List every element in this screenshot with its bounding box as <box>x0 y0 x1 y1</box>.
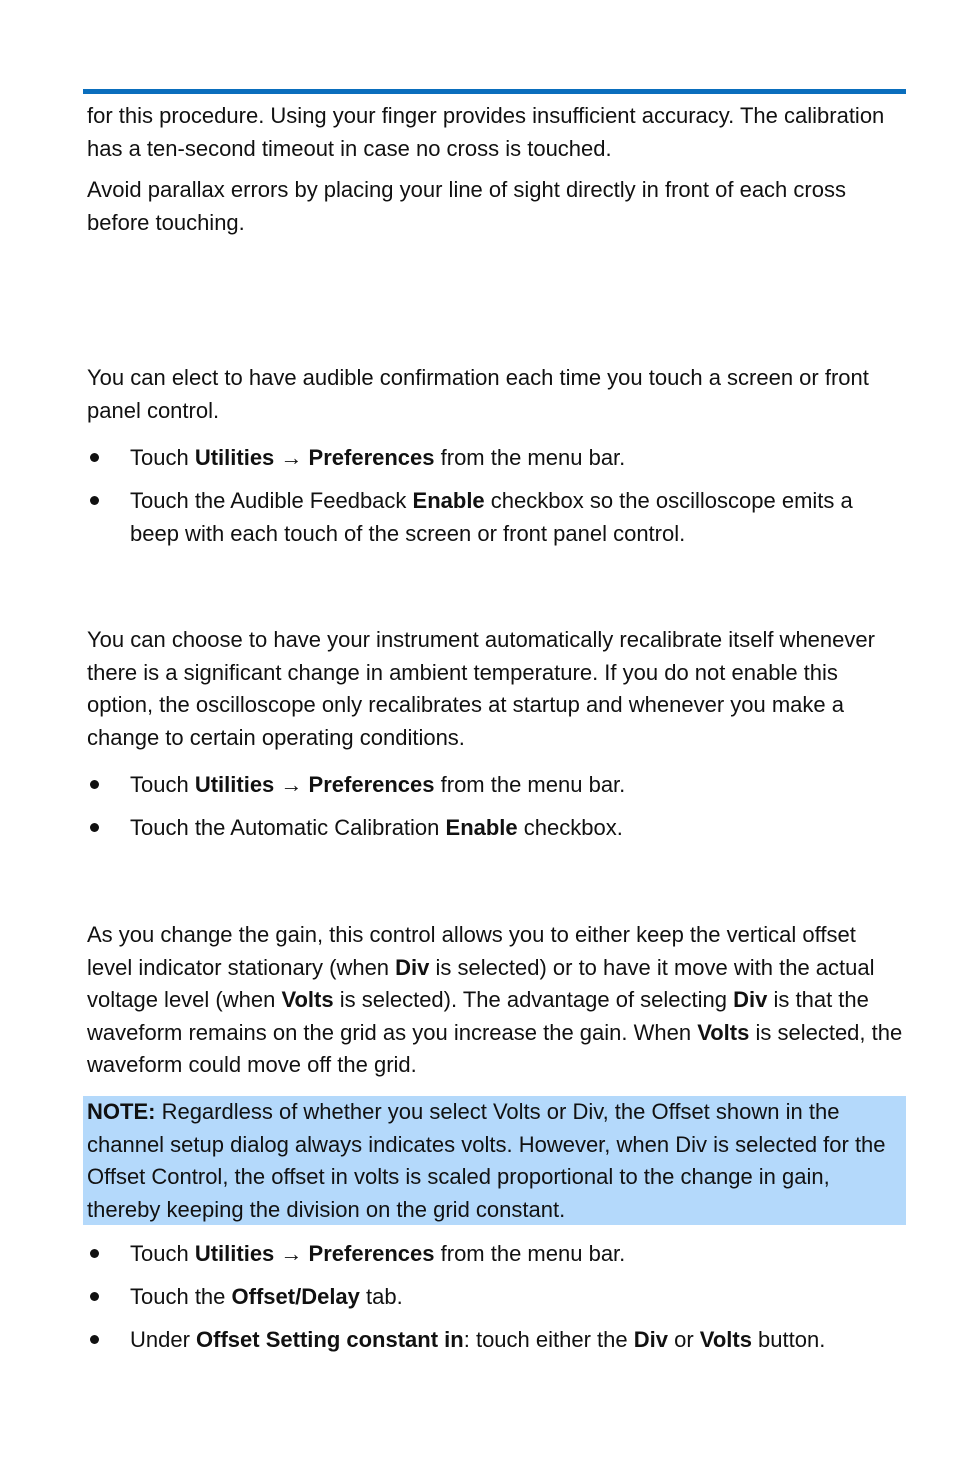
intro-paragraph-1: for this procedure. Using your finger provides insufficient accuracy. The calibration has a ten-second timeout in case no cross is touched. <box>87 103 885 161</box>
autocal-paragraph: You can choose to have your instrument automatically recalibrate itself whenever there is a significant change in ambient temperature. If you do not enable this option, the oscilloscope only recalibrates at startup and whenever you make a change to certain operating conditions. <box>87 627 875 750</box>
note-text: NOTE: Regardless of whether you select Volts or Div, the Offset shown in the channel setup dialog always indicates volts. However, when Div is selected for the Offset Control, the offset in volts is scaled proportional to the change in gain, thereby keeping the division on the grid constant. <box>87 1099 886 1222</box>
bullet-icon <box>87 1324 101 1357</box>
bullet-icon <box>87 485 101 518</box>
bullet-icon <box>87 442 101 475</box>
bullet-icon <box>87 812 101 845</box>
header-rule <box>83 89 906 94</box>
bullet-icon <box>87 769 101 802</box>
note-box <box>83 1096 906 1225</box>
bullet-icon <box>87 1281 101 1314</box>
offset-paragraph: As you change the gain, this control allows you to either keep the vertical offset level indicator stationary (when Div is selected) or to have it move with the actual voltage level (when Volts is selected). The advantage of selecting Div is that the waveform remains on the grid as you increase the gain. When Volts is selected, the waveform could move off the grid. <box>87 922 903 1077</box>
audible-paragraph: You can elect to have audible confirmation each time you touch a screen or front panel control. <box>87 365 869 423</box>
intro-paragraph-2: Avoid parallax errors by placing your line of sight directly in front of each cross before touching. <box>87 177 846 235</box>
bullet-icon <box>87 1238 101 1271</box>
